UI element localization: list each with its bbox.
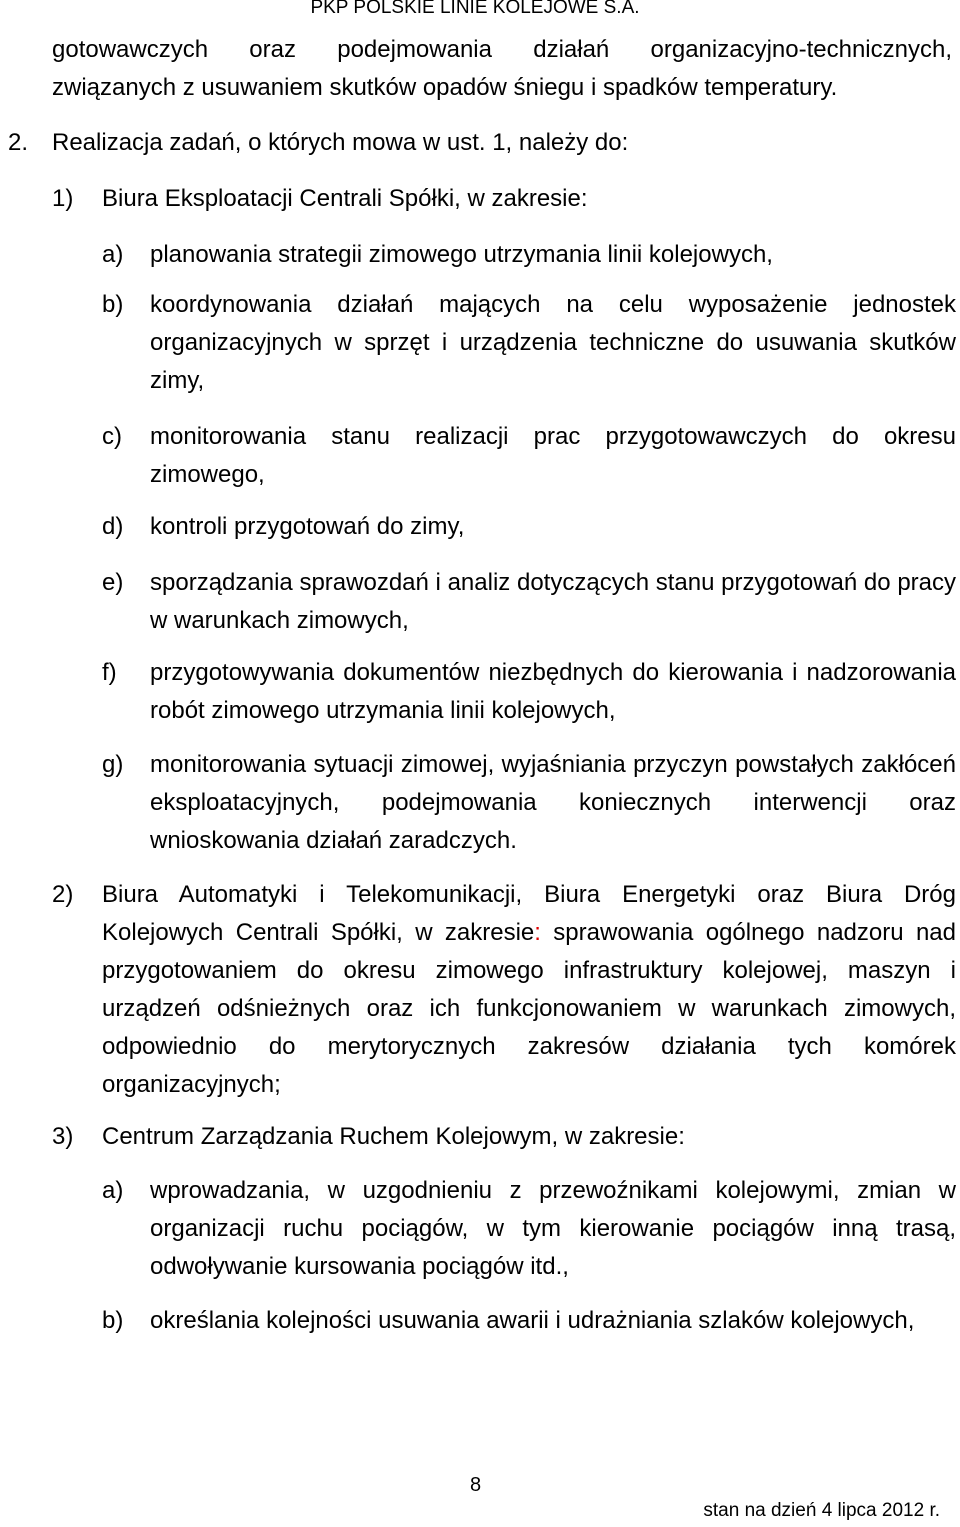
page-header bbox=[0, 0, 960, 16]
item-2-text-part-1: Biura Automatyki i Telekomunikacji, Biura Energetyki oraz Biura Dróg Kolejowych Centrali Spółki, w zakresie bbox=[102, 881, 956, 946]
item-2-label: 2) bbox=[52, 881, 74, 908]
item-1g-label: g) bbox=[102, 751, 124, 778]
item-1d-label: d) bbox=[102, 513, 124, 540]
item-1c-label: c) bbox=[102, 423, 122, 450]
item-1-text: Biura Eksploatacji Centrali Spółki, w zakresie: bbox=[102, 185, 588, 212]
item-1d-text: kontroli przygotowań do zimy, bbox=[150, 513, 465, 540]
item-3b-text: określania kolejności usuwania awarii i udrażniania szlaków kolejowych, bbox=[150, 1307, 915, 1334]
item-1e-label: e) bbox=[102, 569, 124, 596]
item-3b-label: b) bbox=[102, 1307, 124, 1334]
item-1b-label: b) bbox=[102, 291, 124, 318]
header-title: PKP POLSKIE LINIE KOLEJOWE S.A. bbox=[310, 0, 640, 16]
item-3a-text: wprowadzania, w uzgodnieniu z przewoźnikami kolejowymi, zmian w organizacji ruchu pociągów, w tym kierowanie pociągów inną trasą, odwoływanie kursowania pociągów itd., bbox=[150, 1177, 956, 1280]
item-3-label: 3) bbox=[52, 1123, 74, 1150]
item-1a-label: a) bbox=[102, 241, 124, 268]
item-1b-text: koordynowania działań mających na celu wyposażenie jednostek organizacyjnych w sprzęt i urządzenia techniczne do usuwania skutków zimy, bbox=[150, 291, 956, 394]
intro-paragraph bbox=[52, 31, 952, 107]
section-number: 2. bbox=[8, 129, 29, 156]
tracked-change-mark: : bbox=[534, 919, 541, 946]
intro-line-1: gotowawczych oraz podejmowania działań organizacyjno-technicznych, bbox=[52, 36, 952, 63]
item-3a-label: a) bbox=[102, 1177, 124, 1204]
section-text: Realizacja zadań, o których mowa w ust. 1, należy do: bbox=[52, 129, 629, 156]
item-1f-text: przygotowywania dokumentów niezbędnych do kierowania i nadzorowania robót zimowego utrzymania linii kolejowych, bbox=[150, 659, 956, 724]
item-3-text: Centrum Zarządzania Ruchem Kolejowym, w zakresie: bbox=[102, 1123, 685, 1150]
item-1e-text: sporządzania sprawozdań i analiz dotyczących stanu przygotowań do pracy w warunkach zimowych, bbox=[150, 569, 956, 634]
item-1-label: 1) bbox=[52, 185, 74, 212]
footer-date: stan na dzień 4 lipca 2012 r. bbox=[703, 1500, 940, 1521]
item-1g-text: monitorowania sytuacji zimowej, wyjaśniania przyczyn powstałych zakłóceń eksploatacyjnych, podejmowania koniecznych interwencji oraz wnioskowania działań zaradczych. bbox=[150, 751, 956, 854]
item-2-text bbox=[102, 876, 956, 1104]
intro-line-2: związanych z usuwaniem skutków opadów śniegu i spadków temperatury. bbox=[52, 74, 838, 101]
item-1f-label: f) bbox=[102, 659, 117, 686]
item-1c-text: monitorowania stanu realizacji prac przygotowawczych do okresu zimowego, bbox=[150, 423, 956, 488]
item-2-text-part-2: sprawowania ogólnego nadzoru nad przygotowaniem do okresu zimowego infrastruktury kolejowej, maszyn i urządzeń odśnieżnych oraz ich funkcjonowaniem w warunkach zimowych, odpowiednio do merytorycznych zakresów działania tych komórek organizacyjnych; bbox=[102, 919, 956, 1098]
item-1a-text: planowania strategii zimowego utrzymania linii kolejowych, bbox=[150, 241, 773, 268]
page-number: 8 bbox=[470, 1474, 482, 1496]
